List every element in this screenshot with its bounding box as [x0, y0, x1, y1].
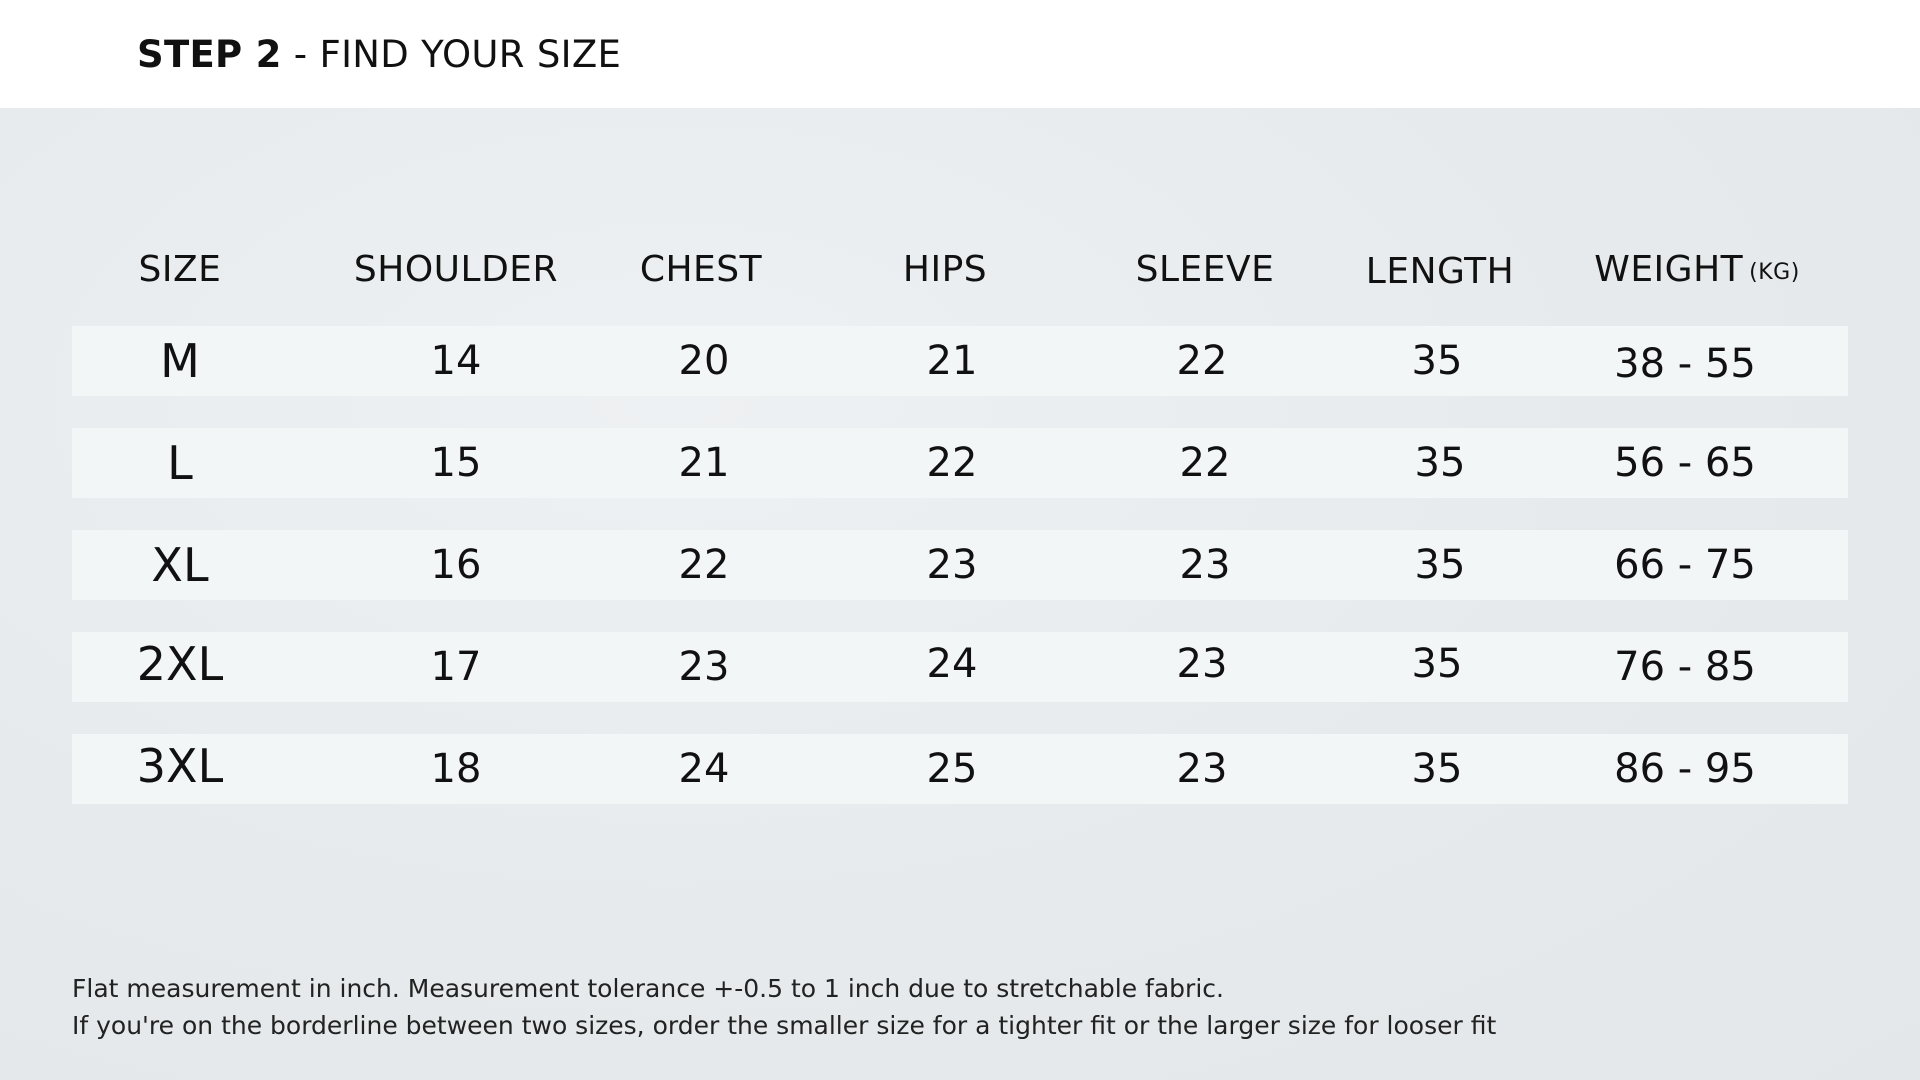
weight-cell: 38 - 55: [1614, 341, 1756, 387]
shoulder-cell: 17: [430, 644, 482, 690]
length-cell: 35: [1414, 542, 1466, 588]
chest-cell: 24: [678, 746, 730, 792]
hips-cell: 23: [926, 542, 978, 588]
size-notes: [72, 970, 1772, 1044]
weight-label: WEIGHT: [1594, 249, 1744, 290]
size-cell: XL: [151, 538, 209, 592]
hips-cell: 22: [926, 440, 978, 486]
table-row: [72, 530, 1848, 600]
borderline-note: If you're on the borderline between two sizes, order the smaller size for a tighter fit or the larger size for looser fit: [72, 1011, 1497, 1040]
weight-cell: 76 - 85: [1614, 644, 1756, 690]
table-row: [72, 734, 1848, 804]
shoulder-cell: 18: [430, 746, 482, 792]
size-cell: M: [160, 334, 200, 388]
weight-cell: 66 - 75: [1614, 542, 1756, 588]
table-row: [72, 428, 1848, 498]
column-header-sleeve: SLEEVE: [1135, 249, 1275, 290]
sleeve-cell: 23: [1176, 641, 1228, 687]
table-row: [72, 632, 1848, 702]
step-label: STEP 2: [137, 33, 282, 76]
length-cell: 35: [1411, 746, 1463, 792]
hips-cell: 24: [926, 641, 978, 687]
sleeve-cell: 22: [1179, 440, 1231, 486]
column-header-length: LENGTH: [1365, 251, 1515, 292]
hips-cell: 25: [926, 746, 978, 792]
length-cell: 35: [1411, 641, 1463, 687]
length-cell: 35: [1411, 338, 1463, 384]
shoulder-cell: 16: [430, 542, 482, 588]
column-header-chest: CHEST: [639, 249, 763, 290]
size-cell: 3XL: [136, 739, 224, 793]
sleeve-cell: 23: [1176, 746, 1228, 792]
header: [0, 0, 1920, 108]
chest-cell: 21: [678, 440, 730, 486]
title-separator: -: [281, 33, 320, 76]
weight-cell: 86 - 95: [1614, 746, 1756, 792]
chest-cell: 23: [678, 644, 730, 690]
sleeve-cell: 22: [1176, 338, 1228, 384]
measurement-note: Flat measurement in inch. Measurement tolerance +-0.5 to 1 inch due to stretchable fabric.: [72, 974, 1224, 1003]
page-title: [137, 30, 621, 80]
sleeve-cell: 23: [1179, 542, 1231, 588]
column-header-weight: [1594, 240, 1800, 300]
shoulder-cell: 14: [430, 338, 482, 384]
column-header-shoulder: SHOULDER: [353, 249, 559, 290]
table-row: [72, 326, 1848, 396]
size-cell: L: [167, 436, 193, 490]
chest-cell: 22: [678, 542, 730, 588]
weight-cell: 56 - 65: [1614, 440, 1756, 486]
chest-cell: 20: [678, 338, 730, 384]
weight-unit: (KG): [1749, 260, 1800, 285]
column-header-hips: HIPS: [902, 249, 988, 290]
hips-cell: 21: [926, 338, 978, 384]
size-cell: 2XL: [136, 637, 224, 691]
shoulder-cell: 15: [430, 440, 482, 486]
table-header-row: [0, 240, 1920, 300]
column-header-size: SIZE: [138, 249, 222, 290]
length-cell: 35: [1414, 440, 1466, 486]
title-text: FIND YOUR SIZE: [319, 33, 622, 76]
